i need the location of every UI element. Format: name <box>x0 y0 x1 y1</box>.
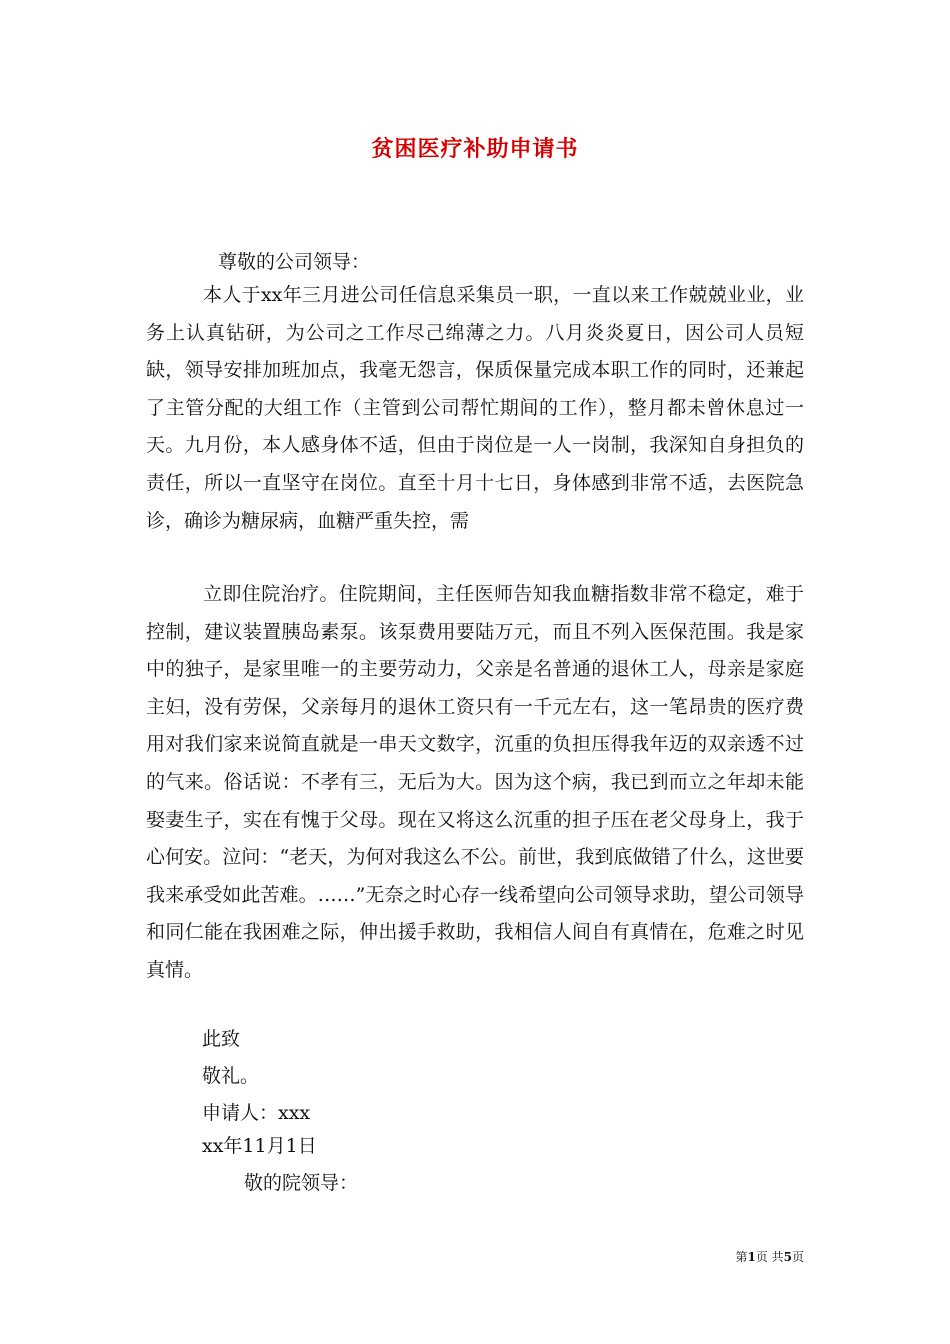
footer-current-page: 1 <box>747 1250 756 1264</box>
footer-middle: 页 共 <box>755 1250 784 1264</box>
date-line: xx年11月1日 <box>202 1135 317 1157</box>
footer-prefix: 第 <box>735 1250 748 1264</box>
salutation: 尊敬的公司领导： <box>218 251 371 273</box>
page-footer <box>735 1248 804 1265</box>
closing-line-1: 此致 <box>202 1028 241 1050</box>
footer-total-pages: 5 <box>783 1250 792 1264</box>
document-title: 贫困医疗补助申请书 <box>371 136 579 162</box>
applicant-line: 申请人：xxx <box>202 1102 311 1124</box>
footer-suffix: 页 <box>791 1250 804 1264</box>
next-salutation: 敬的院领导： <box>244 1172 359 1194</box>
body-paragraph-2: 立即住院治疗。住院期间，主任医师告知我血糖指数非常不稳定，难于控制，建议装置胰岛素泵。该泵费用要陆万元，而且不列入医保范围。我是家中的独子，是家里唯一的主要劳动力，父亲是名普通的退休工人，母亲是家庭主妇，没有劳保，父亲每月的退休工资只有一千元左右，这一笔昂贵的医疗费用对我们家来说简直就是一串天文数字，沉重的负担压得我年迈的双亲透不过的气来。俗话说：不孝有三，无后为大。因为这个病，我已到而立之年却未能娶妻生子，实在有愧于父母。现在又将这么沉重的担子压在老父母身上，我于心何安。泣问：“老天，为何对我这么不公。前世，我到底做错了什么，这世要我来承受如此苦难。……”无奈之时心存一线希望向公司领导求助，望公司领导和同仁能在我困难之际，伸出援手救助，我相信人间自有真情在，危难之时见真情。 <box>146 583 804 981</box>
body-paragraph-1: 本人于xx年三月进公司任信息采集员一职，一直以来工作兢兢业业，业务上认真钻研，为公司之工作尽己绵薄之力。八月炎炎夏日，因公司人员短缺，领导安排加班加点，我毫无怨言，保质保量完成本职工作的同时，还兼起了主管分配的大组工作（主管到公司帮忙期间的工作），整月都未曾休息过一天。九月份，本人感身体不适，但由于岗位是一人一岗制，我深知自身担负的责任，所以一直坚守在岗位。直至十月十七日，身体感到非常不适，去医院急诊，确诊为糖尿病，血糖严重失控，需 <box>146 284 804 532</box>
closing-line-2: 敬礼。 <box>202 1065 260 1087</box>
